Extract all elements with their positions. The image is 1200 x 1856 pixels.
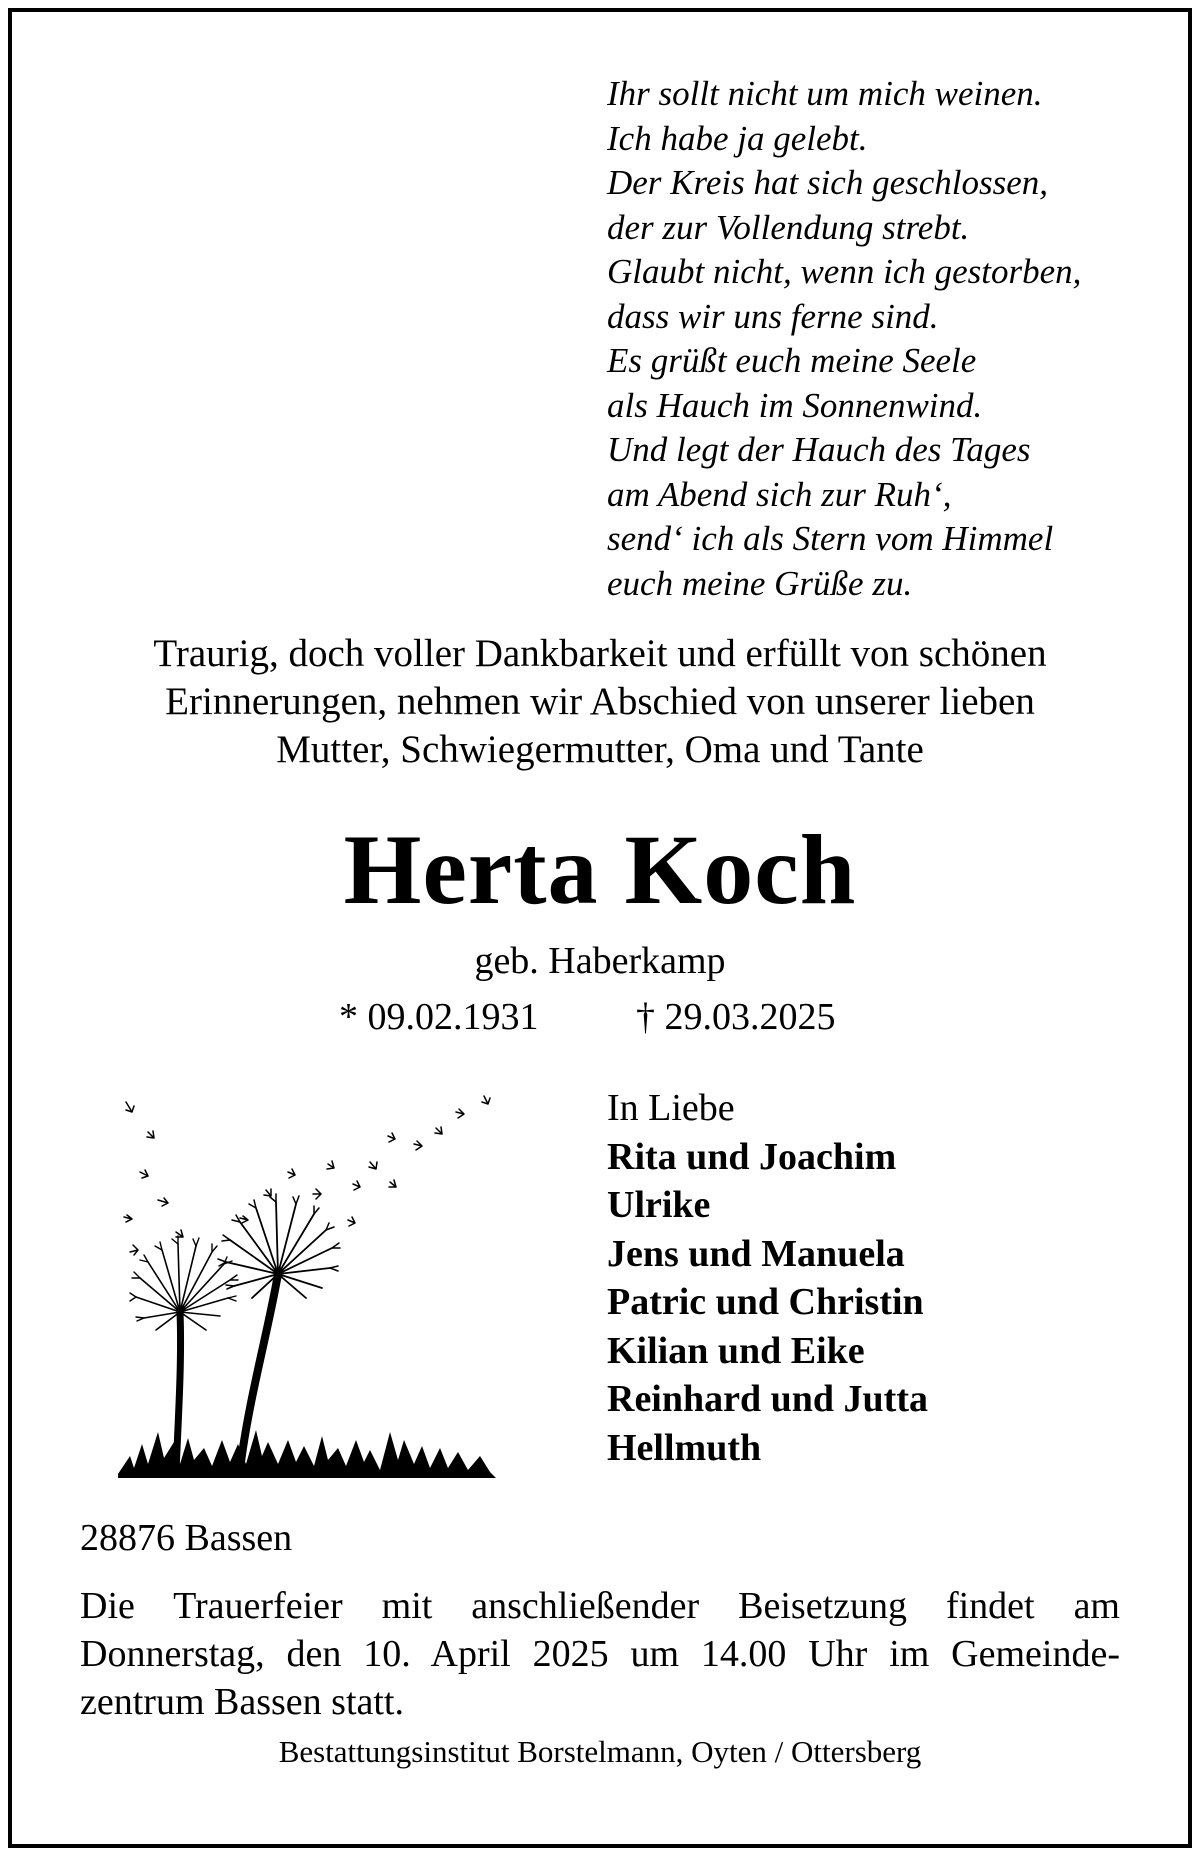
service-line: Donnerstag, den 10. April 2025 um 14.00 Uhr im Gemeinde- bbox=[80, 1633, 1120, 1675]
poem-line: am Abend sich zur Ruh‘, bbox=[607, 474, 952, 514]
service-line: Die Trauerfeier mit anschließender Beisetzung findet am bbox=[80, 1585, 1120, 1627]
maiden-name: geb. Haberkamp bbox=[474, 940, 726, 982]
poem-line: Ihr sollt nicht um mich weinen. bbox=[607, 74, 1043, 113]
poem-line: Der Kreis hat sich geschlossen, bbox=[607, 163, 1049, 202]
intro-line: Erinnerungen, nehmen wir Abschied von unserer lieben bbox=[165, 680, 1035, 723]
mourner-name: Patric und Christin bbox=[607, 1281, 924, 1323]
mourners-list bbox=[607, 1084, 928, 1472]
poem-line: dass wir uns ferne sind. bbox=[607, 296, 939, 336]
dandelion-icon bbox=[118, 1092, 496, 1478]
mourner-name: Hellmuth bbox=[607, 1426, 762, 1469]
intro-text bbox=[0, 630, 1200, 774]
poem-line: Es grüßt euch meine Seele bbox=[607, 341, 977, 380]
birth-date: * 09.02.1931 bbox=[339, 996, 539, 1038]
service-info bbox=[80, 1582, 1120, 1726]
location: 28876 Bassen bbox=[80, 1517, 293, 1559]
mourners-intro: In Liebe bbox=[607, 1087, 735, 1129]
poem-line: Ich habe ja gelebt. bbox=[607, 118, 868, 158]
deceased-name: Herta Koch bbox=[343, 814, 857, 925]
poem bbox=[607, 72, 1081, 606]
mourner-name: Jens und Manuela bbox=[607, 1232, 905, 1275]
intro-line: Mutter, Schwiegermutter, Oma und Tante bbox=[276, 728, 924, 771]
poem-line: Und legt der Hauch des Tages bbox=[607, 430, 1031, 469]
poem-line: send‘ ich als Stern vom Himmel bbox=[607, 519, 1054, 558]
poem-line: der zur Vollendung strebt. bbox=[607, 207, 970, 247]
service-line: zentrum Bassen statt. bbox=[80, 1681, 404, 1723]
mourner-name: Ulrike bbox=[607, 1184, 711, 1226]
death-date: † 29.03.2025 bbox=[636, 996, 836, 1038]
poem-line: euch meine Grüße zu. bbox=[607, 563, 913, 603]
mourner-name: Reinhard und Jutta bbox=[607, 1378, 928, 1420]
intro-line: Traurig, doch voller Dankbarkeit und erfüllt von schönen bbox=[153, 632, 1047, 675]
funeral-home: Bestattungsinstitut Borstelmann, Oyten / Ottersberg bbox=[278, 1734, 922, 1769]
mourner-name: Rita und Joachim bbox=[607, 1135, 897, 1178]
poem-line: Glaubt nicht, wenn ich gestorben, bbox=[607, 252, 1082, 291]
mourner-name: Kilian und Eike bbox=[607, 1329, 865, 1372]
poem-line: als Hauch im Sonnenwind. bbox=[607, 385, 983, 425]
